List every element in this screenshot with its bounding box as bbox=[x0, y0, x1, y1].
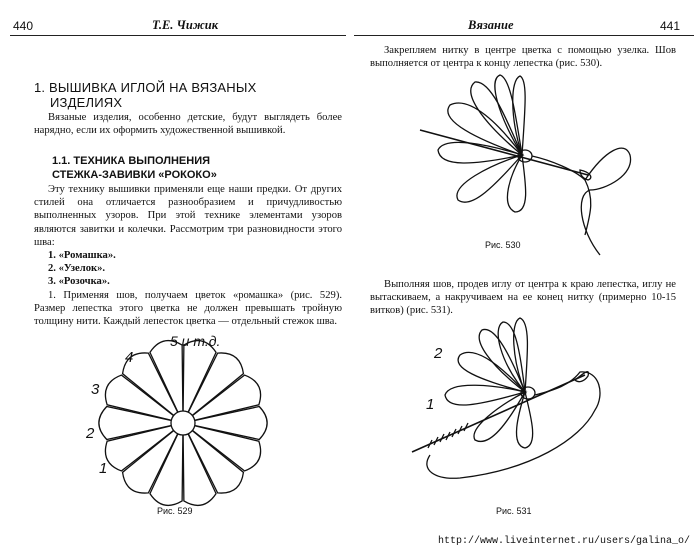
figure-caption: Рис. 530 bbox=[485, 240, 521, 250]
paragraph: Закрепляем нитку в центре цветка с помощью узелка. Шов выполняется от центра к концу лепестка (рис. 530). bbox=[370, 45, 676, 70]
page-number: 440 bbox=[13, 19, 34, 33]
daisy-petal bbox=[123, 353, 178, 415]
petal-number: 1 bbox=[99, 460, 108, 477]
daisy-petal bbox=[123, 431, 178, 493]
figure-caption: Рис. 529 bbox=[157, 506, 193, 516]
paragraph: Выполняя шов, продев иглу от центра к краю лепестка, иглу не вытаскиваем, а накручиваем на ее конец нитку (примерно 10-15 витков) (рис. 531). bbox=[370, 279, 676, 317]
step-number: 2 bbox=[434, 345, 443, 362]
subsection-line2: СТЕЖКА-ЗАВИВКИ «РОКОКО» bbox=[52, 169, 217, 181]
section-title-line1: 1. ВЫШИВКА ИГЛОЙ НА ВЯЗАНЫХ bbox=[34, 80, 257, 95]
daisy-center bbox=[171, 411, 195, 435]
section-title-line2: ИЗДЕЛИЯХ bbox=[50, 95, 123, 110]
paragraph: Эту технику вышивки применяли еще наши предки. От других стилей она отличается разнообразием и причудливостью выполненных узоров. При этой технике элементами узоров являются завитки и колечки. Рассмотрим три разновидности этого шва: bbox=[34, 184, 342, 248]
petal-number: 4 bbox=[125, 349, 134, 366]
intro-paragraph: Вязаные изделия, особенно детские, будут выглядеть более нарядно, если их оформить художественной вышивкой. bbox=[34, 112, 342, 137]
list-item: 2. «Узелок». bbox=[48, 263, 106, 275]
page-number: 441 bbox=[660, 19, 681, 33]
step-number: 1 bbox=[426, 396, 435, 413]
subsection-line1: 1.1. ТЕХНИКА ВЫПОЛНЕНИЯ bbox=[52, 155, 211, 167]
daisy-petal bbox=[188, 353, 243, 415]
running-head: Т.Е. Чижик bbox=[152, 18, 219, 32]
figure-531-illustration bbox=[350, 0, 700, 551]
petal-number: 3 bbox=[91, 381, 100, 398]
list-item: 1. «Ромашка». bbox=[48, 250, 116, 262]
running-head: Вязание bbox=[468, 18, 514, 32]
list-item: 3. «Розочка». bbox=[48, 276, 110, 288]
paragraph: 1. Применяя шов, получаем цветок «ромашка» (рис. 529). Размер лепестка этого цветка не должен превышать тройную толщину нити. Каждый лепесток цветка — отдельный стежок шва. bbox=[34, 289, 342, 328]
figure-caption: Рис. 531 bbox=[496, 506, 532, 516]
watermark-url: http://www.liveinternet.ru/users/galina_o/ bbox=[437, 536, 690, 547]
figure-note: 5 и т.д. bbox=[170, 333, 221, 349]
right-page bbox=[350, 0, 700, 551]
petal-number: 2 bbox=[86, 425, 95, 442]
daisy-petal bbox=[188, 431, 243, 493]
